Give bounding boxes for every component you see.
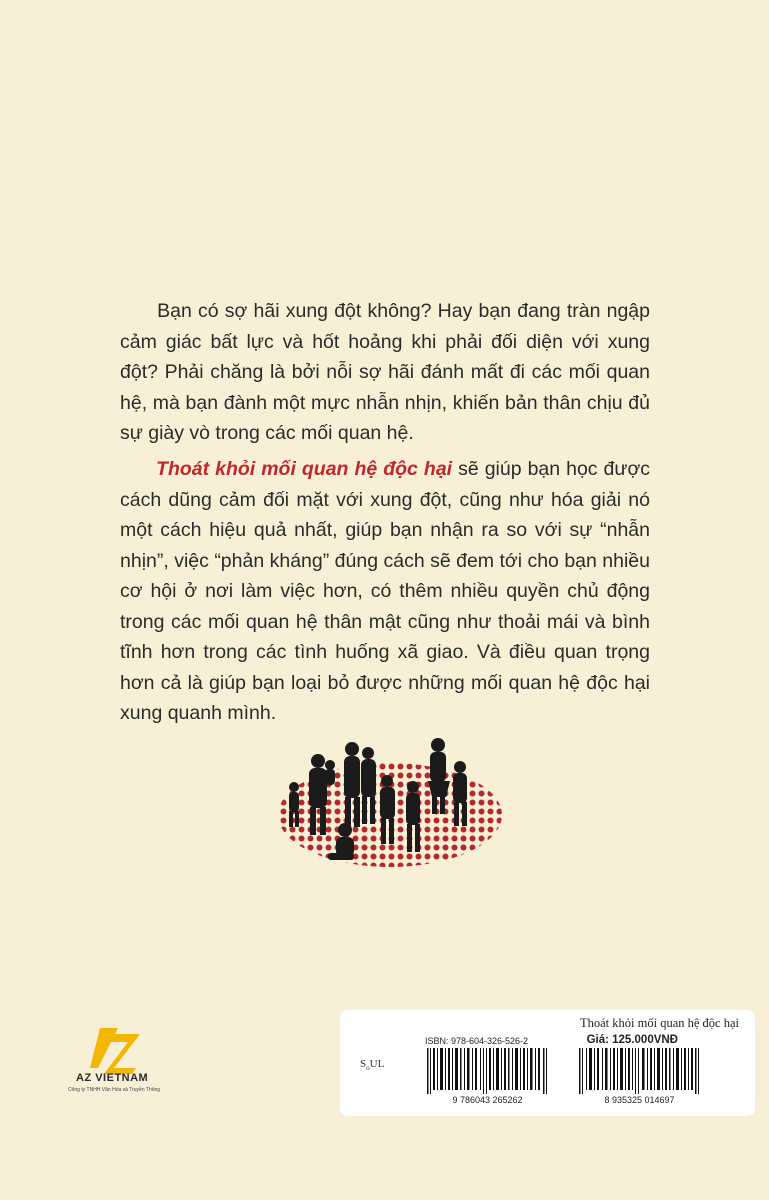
people-silhouettes-illustration: [270, 735, 510, 875]
description-text: sẽ giúp bạn học được cách dũng cảm đối mặt với xung đột, cũng như hóa giải nó một cách hiệu quả nhất, giúp bạn nhận ra so với sự “nhẫn nhịn”, việc “phản kháng” đúng cách sẽ đem tới cho bạn nhiều cơ hội ở nơi làm việc hơn, có thêm nhiều quyền chủ động trong các mối quan hệ thân mật cũng như thoải mái và bình tĩnh hơn trong các tình huống xã giao. Và điều quan trọng hơn cả là giúp bạn loại bỏ được những mối quan hệ độc hại xung quanh mình.: [120, 458, 650, 724]
publisher-subtitle: Công ty TNHH Văn Hóa và Truyền Thông: [68, 1087, 161, 1093]
barcode-panel: [340, 1010, 755, 1116]
product-barcode: [577, 1048, 702, 1094]
soul-books-logo-icon: $S_oUL$: [360, 1058, 385, 1073]
description-paragraph: [120, 454, 650, 729]
isbn-label: ISBN: 978-604-326-526-2: [425, 1036, 529, 1046]
price-label: Giá: 125.000VNĐ: [586, 1034, 678, 1046]
intro-paragraph: [120, 296, 650, 449]
publisher-name: AZ VIETNAM: [76, 1072, 149, 1084]
product-barcode-number: 8 935325 014697: [604, 1095, 675, 1105]
book-title-emphasis: Thoát khỏi mối quan hệ độc hại: [156, 458, 453, 480]
barcode-book-title: Thoát khỏi mối quan hệ độc hại: [580, 1016, 739, 1030]
isbn-barcode: [425, 1048, 550, 1094]
isbn-barcode-number: 9 786043 265262: [452, 1095, 523, 1105]
intro-text: Bạn có sợ hãi xung đột không? Hay bạn đang tràn ngập cảm giác bất lực và hốt hoảng khi phải đối diện với xung đột? Phải chăng là bởi nỗi sợ hãi đánh mất đi các mối quan hệ, mà bạn đành một mực nhẫn nhịn, khiến bản thân chịu đủ sự giày vò trong các mối quan hệ.: [120, 300, 650, 444]
